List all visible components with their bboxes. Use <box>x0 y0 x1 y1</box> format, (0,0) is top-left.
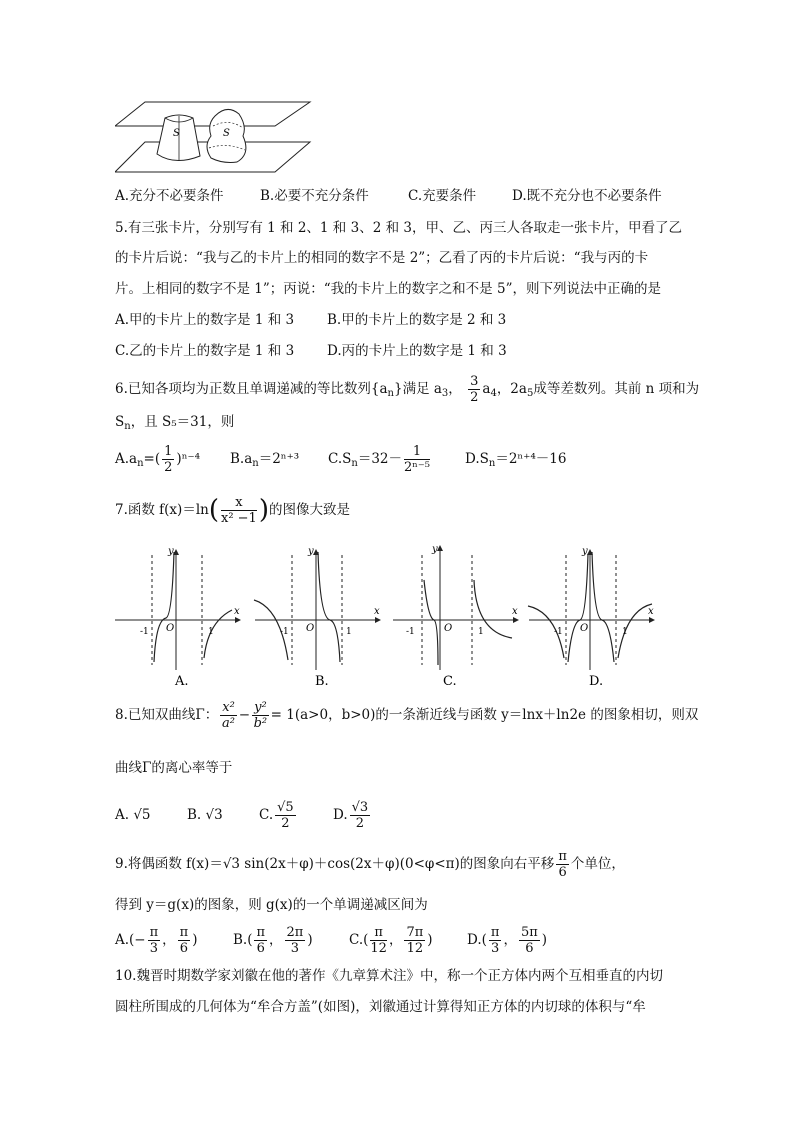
graph-label-c: C. <box>443 674 457 689</box>
figure-label-s1: S <box>173 128 180 139</box>
graph-c <box>393 544 518 689</box>
q8-option-d: D. $\frac{√3}{2}$ <box>333 800 369 831</box>
svg-text:-1: -1 <box>140 627 149 637</box>
q8-lead: 8.已知双曲线Γ： <box>115 707 219 723</box>
svg-text:-1: -1 <box>280 627 289 637</box>
svg-text:y: y <box>582 546 588 557</box>
q9-option-c: C.( $\frac{\pi}{12}$ ， $\frac{7\pi}{12}$ ) <box>349 925 433 956</box>
q4-option-c: C.充要条件 <box>408 188 477 204</box>
q5-option-d: D.丙的卡片上的数字是 1 和 3 <box>327 343 507 359</box>
q7-graphs <box>110 540 670 695</box>
q5-line-1: 5.有三张卡片，分别写有 1 和 2、1 和 3、2 和 3，甲、乙、丙三人各取走一张卡片，甲看了乙 <box>115 220 682 236</box>
q6-text-c: ， <box>448 381 462 397</box>
svg-text:x: x <box>374 606 380 617</box>
q8-option-b: B. √3 <box>187 807 223 823</box>
q9-option-d: D.( $\frac{\pi}{3}$ ， $\frac{5\pi}{6}$ ) <box>467 925 548 956</box>
q5-line-3: 片。上相同的数字不是 1”；丙说：“我的卡片上的数字之和不是 5”，则下列说法中正确的是 <box>115 281 661 297</box>
graph-a <box>115 546 240 689</box>
q8-tail: = 1(a>0，b>0)的一条渐近线与函数 y＝lnx＋ln2e 的图象相切，则双 <box>270 707 699 723</box>
q7-lead: 7.函数 f(x)＝ln <box>115 502 209 518</box>
graph-label-b: B. <box>315 674 329 689</box>
q6-text-b: }满足 a <box>393 381 442 397</box>
q6-option-d: $D.S_n=2^{n+4}-16$ <box>465 451 567 469</box>
q9-option-a: A.(− $\frac{\pi}{3}$ ， $\frac{\pi}{6}$ ) <box>115 925 198 956</box>
q5-option-c: C.乙的卡片上的数字是 1 和 3 <box>115 343 295 359</box>
graph-d <box>528 546 654 689</box>
svg-text:O: O <box>166 623 175 634</box>
graph-b <box>254 546 380 689</box>
graph-label-d: D. <box>589 674 604 689</box>
q4-option-b: B.必要不充分条件 <box>260 188 369 204</box>
svg-text:-1: -1 <box>554 627 563 637</box>
q7-fraction: $\frac{x}{\text{x² −1}}$ <box>220 495 257 526</box>
q4-option-a: A.充分不必要条件 <box>115 188 224 204</box>
q6-text-f: 成等差数列。其前 n 项和为 <box>533 381 700 397</box>
q9-lead: 9.将偶函数 f(x)＝√3 sin(2x＋φ)＋cos(2x＋φ)(0<φ<π)的图象向右平移 <box>115 856 555 872</box>
q9-line-2: 得到 y＝g(x)的图象，则 g(x)的一个单调递减区间为 <box>115 897 428 913</box>
q6-option-c: $C.S_n=32-$ $\frac{1}{\text{2ⁿ⁻⁵}}$ <box>328 444 430 475</box>
q6-option-a: $A.a_n=$( $\frac{1}{2}$ )ⁿ⁻⁴ <box>115 444 201 475</box>
q8-option-a: A. √5 <box>115 807 151 823</box>
q5-line-2: 的卡片后说：“我与乙的卡片上的相同的数字不是 2”；乙看了丙的卡片后说：“我与丙的卡 <box>115 250 649 266</box>
q6-line-2: ，且 S₅＝31，则 <box>130 414 235 430</box>
svg-text:1: 1 <box>346 627 352 637</box>
graph-label-a: A. <box>175 674 189 689</box>
q9-tail: 个单位， <box>570 856 625 872</box>
svg-text:y: y <box>168 546 174 557</box>
svg-text:x: x <box>234 606 240 617</box>
q5-option-b: B.甲的卡片上的数字是 2 和 3 <box>327 312 507 328</box>
svg-text:O: O <box>306 623 315 634</box>
svg-text:O: O <box>444 623 453 634</box>
svg-text:1: 1 <box>478 627 484 637</box>
q5-option-a: A.甲的卡片上的数字是 1 和 3 <box>115 312 295 328</box>
q10-line-1: 10.魏晋时期数学家刘徽在他的著作《九章算术注》中，称一个正方体内两个互相垂直的内切 <box>115 968 663 984</box>
q6-text-a: 6.已知各项均为正数且单调递减的等比数列{a <box>115 381 388 397</box>
svg-text:y: y <box>432 544 438 555</box>
q6-fraction: $\frac{3}{2}$ <box>470 374 479 405</box>
svg-text:x: x <box>648 606 654 617</box>
svg-text:x: x <box>512 606 518 617</box>
svg-text:1: 1 <box>622 627 628 637</box>
q4-option-d: D.既不充分也不必要条件 <box>512 188 662 204</box>
q9-option-b: B.( $\frac{\pi}{6}$ ， $\frac{2\pi}{3}$ ) <box>233 925 313 956</box>
q10-line-2: 圆柱所围成的几何体为“牟合方盖”(如图)，刘徽通过计算得知正方体的内切球的体积与“牟 <box>115 999 646 1015</box>
q8-line-2: 曲线Γ的离心率等于 <box>115 760 233 776</box>
q4-figure <box>115 96 315 178</box>
svg-text:O: O <box>580 623 589 634</box>
svg-text:1: 1 <box>208 627 214 637</box>
q8-option-c: C. $\frac{√5}{2}$ <box>259 800 294 831</box>
figure-label-s2: S <box>223 128 230 139</box>
svg-text:y: y <box>308 546 314 557</box>
q7-tail: 的图像大致是 <box>268 502 350 518</box>
q6-option-b: $B.a_n=2^{n+3}$ <box>230 451 300 469</box>
svg-text:-1: -1 <box>406 627 415 637</box>
